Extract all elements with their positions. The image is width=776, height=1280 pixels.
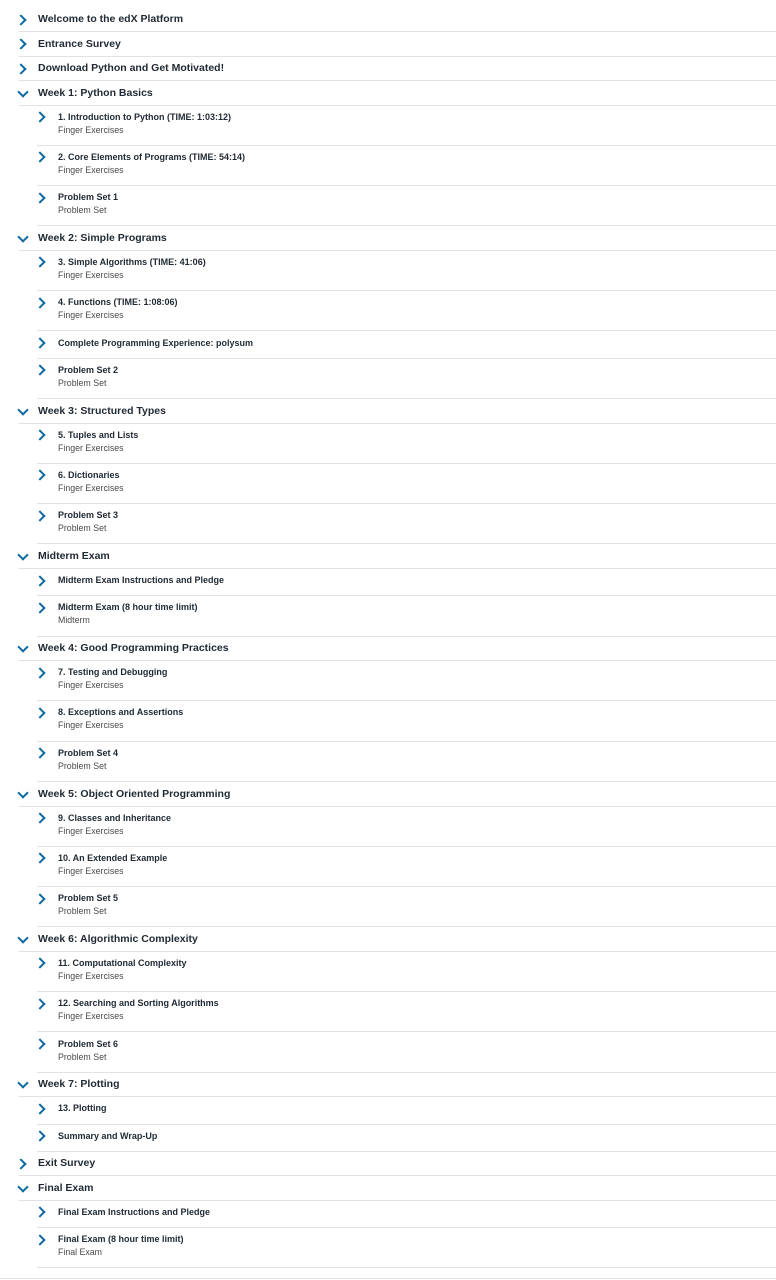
section-header[interactable] xyxy=(19,226,776,251)
subsection-title[interactable]: Summary and Wrap-Up xyxy=(58,1130,158,1141)
section-title[interactable]: Exit Survey xyxy=(38,1157,96,1170)
chevron-right-icon[interactable] xyxy=(34,365,45,376)
subsection-type-label: Finger Exercises xyxy=(58,482,124,493)
subsection-item[interactable] xyxy=(37,807,776,847)
subsection-title[interactable]: 12. Searching and Sorting Algorithms xyxy=(58,998,219,1009)
chevron-right-icon[interactable] xyxy=(34,1103,45,1114)
subsection-title[interactable]: 3. Simple Algorithms (TIME: 41:06) xyxy=(58,256,206,267)
subsection-item[interactable] xyxy=(37,887,776,927)
subsection-title[interactable]: 9. Classes and Inheritance xyxy=(58,812,172,823)
section-title[interactable]: Week 6: Algorithmic Complexity xyxy=(38,932,198,945)
chevron-right-icon[interactable] xyxy=(34,667,45,678)
subsection-type-label: Finger Exercises xyxy=(58,1011,124,1022)
chevron-right-icon[interactable] xyxy=(34,1038,45,1049)
chevron-right-icon[interactable] xyxy=(34,337,45,348)
chevron-down-icon[interactable] xyxy=(17,932,28,943)
subsection-item[interactable] xyxy=(37,1033,776,1073)
section-header[interactable] xyxy=(19,57,776,82)
subsection-title[interactable]: 2. Core Elements of Programs (TIME: 54:14) xyxy=(58,151,246,162)
subsection-item[interactable] xyxy=(37,952,776,992)
section-header[interactable] xyxy=(19,32,776,57)
subsection-item[interactable] xyxy=(37,1125,776,1152)
section-title[interactable]: Week 5: Object Oriented Programming xyxy=(38,787,231,800)
subsection-type-label: Problem Set xyxy=(58,205,107,216)
subsection-title[interactable]: 7. Testing and Debugging xyxy=(58,667,168,678)
subsection-title[interactable]: 4. Functions (TIME: 1:08:06) xyxy=(58,297,178,308)
chevron-right-icon[interactable] xyxy=(15,63,26,74)
chevron-right-icon[interactable] xyxy=(15,14,26,25)
subsection-title[interactable]: 5. Tuples and Lists xyxy=(58,429,139,440)
section-title[interactable]: Week 3: Structured Types xyxy=(38,404,166,417)
subsection-item[interactable] xyxy=(37,359,776,399)
subsection-title[interactable]: Final Exam Instructions and Pledge xyxy=(58,1206,211,1217)
section-header[interactable] xyxy=(19,637,776,662)
chevron-right-icon[interactable] xyxy=(34,1130,45,1141)
chevron-right-icon[interactable] xyxy=(34,812,45,823)
subsection-type-label: Problem Set xyxy=(58,377,107,388)
chevron-right-icon[interactable] xyxy=(34,111,45,122)
section-title[interactable]: Midterm Exam xyxy=(38,550,110,562)
subsection-type-label: Finger Exercises xyxy=(58,124,124,135)
section-title[interactable]: Final Exam xyxy=(38,1181,94,1194)
section-header[interactable] xyxy=(19,399,776,424)
subsection-title[interactable]: Problem Set 4 xyxy=(58,747,119,758)
chevron-right-icon[interactable] xyxy=(34,470,45,481)
section-title[interactable]: Week 4: Good Programming Practices xyxy=(38,642,229,655)
chevron-down-icon[interactable] xyxy=(17,231,28,242)
subsection-item[interactable] xyxy=(37,661,776,701)
chevron-right-icon[interactable] xyxy=(15,1158,26,1169)
subsection-type-label: Finger Exercises xyxy=(58,680,124,691)
subsection-item[interactable] xyxy=(37,251,776,291)
subsection-item[interactable] xyxy=(37,332,776,359)
subsection-item[interactable] xyxy=(37,1228,776,1268)
chevron-right-icon[interactable] xyxy=(34,998,45,1009)
subsection-title[interactable]: 1. Introduction to Python (TIME: 1:03:12) xyxy=(58,111,231,122)
subsection-title[interactable]: Problem Set 6 xyxy=(58,1038,119,1049)
subsection-type-label: Problem Set xyxy=(58,906,107,917)
section-title[interactable]: Entrance Survey xyxy=(38,37,121,50)
subsection-item[interactable] xyxy=(37,464,776,504)
subsection-item[interactable] xyxy=(37,106,776,146)
chevron-right-icon[interactable] xyxy=(34,853,45,864)
chevron-down-icon[interactable] xyxy=(17,1181,28,1192)
subsection-type-label: Finger Exercises xyxy=(58,720,124,731)
chevron-right-icon[interactable] xyxy=(34,429,45,440)
subsection-title[interactable]: 8. Exceptions and Assertions xyxy=(58,707,184,718)
chevron-down-icon[interactable] xyxy=(17,404,28,415)
subsection-item[interactable] xyxy=(37,992,776,1032)
section-header[interactable] xyxy=(19,81,776,106)
subsection-type-label: Finger Exercises xyxy=(58,865,124,876)
section-title[interactable]: Download Python and Get Motivated! xyxy=(38,62,225,74)
subsection-type-label: Finger Exercises xyxy=(58,269,124,280)
subsection-item[interactable] xyxy=(37,291,776,331)
subsection-item[interactable] xyxy=(37,424,776,464)
subsection-item[interactable] xyxy=(37,742,776,782)
chevron-down-icon[interactable] xyxy=(17,641,28,652)
subsection-title[interactable]: Problem Set 1 xyxy=(58,192,119,203)
chevron-down-icon[interactable] xyxy=(17,86,28,97)
subsection-title[interactable]: Midterm Exam Instructions and Pledge xyxy=(58,575,225,585)
chevron-down-icon[interactable] xyxy=(17,1078,28,1089)
section-header[interactable] xyxy=(19,545,776,570)
subsection-item[interactable] xyxy=(37,186,776,226)
chevron-down-icon[interactable] xyxy=(17,549,28,560)
subsection-title[interactable]: 11. Computational Complexity xyxy=(58,957,187,968)
chevron-right-icon[interactable] xyxy=(34,297,45,308)
subsection-item[interactable] xyxy=(37,504,776,544)
subsection-item[interactable] xyxy=(37,1201,776,1228)
divider xyxy=(0,1278,776,1279)
subsection-type-label: Final Exam xyxy=(58,1247,102,1258)
subsection-item[interactable] xyxy=(37,701,776,741)
subsection-type-label: Problem Set xyxy=(58,1051,107,1062)
subsection-title[interactable]: Midterm Exam (8 hour time limit) xyxy=(58,602,198,613)
subsection-type-label: Finger Exercises xyxy=(58,442,124,453)
subsection-type-label: Finger Exercises xyxy=(58,825,124,836)
section-header[interactable] xyxy=(19,1073,776,1098)
subsection-title[interactable]: 13. Plotting xyxy=(58,1103,107,1114)
section-header[interactable] xyxy=(19,1176,776,1201)
subsection-title[interactable]: Problem Set 2 xyxy=(58,364,119,375)
subsection-item[interactable] xyxy=(37,847,776,887)
subsection-title[interactable]: Final Exam (8 hour time limit) xyxy=(58,1234,184,1245)
subsection-title[interactable]: Problem Set 5 xyxy=(58,893,119,904)
subsection-title[interactable]: Complete Programming Experience: polysum xyxy=(58,337,254,348)
section-header[interactable] xyxy=(19,8,776,33)
chevron-right-icon[interactable] xyxy=(34,152,45,163)
chevron-right-icon[interactable] xyxy=(34,707,45,718)
chevron-right-icon[interactable] xyxy=(34,1207,45,1218)
subsection-type-label: Problem Set xyxy=(58,760,107,771)
chevron-right-icon[interactable] xyxy=(15,38,26,49)
subsection-title[interactable]: Problem Set 3 xyxy=(58,510,119,521)
subsection-type-label: Finger Exercises xyxy=(58,970,124,981)
subsection-title[interactable]: 6. Dictionaries xyxy=(58,469,120,480)
section-header[interactable] xyxy=(19,927,776,952)
chevron-right-icon[interactable] xyxy=(34,257,45,268)
section-title[interactable]: Week 2: Simple Programs xyxy=(38,231,167,244)
subsection-item[interactable] xyxy=(37,569,776,596)
section-header[interactable] xyxy=(19,1152,776,1177)
subsection-item[interactable] xyxy=(37,146,776,186)
subsection-title[interactable]: 10. An Extended Example xyxy=(58,852,168,863)
chevron-down-icon[interactable] xyxy=(17,787,28,798)
section-title[interactable]: Week 1: Python Basics xyxy=(38,86,153,99)
subsection-type-label: Finger Exercises xyxy=(58,164,124,175)
section-header[interactable] xyxy=(19,782,776,807)
section-title[interactable]: Welcome to the edX Platform xyxy=(38,13,184,25)
chevron-right-icon[interactable] xyxy=(34,192,45,203)
chevron-right-icon[interactable] xyxy=(34,748,45,759)
subsection-type-label: Midterm xyxy=(58,615,90,626)
chevron-right-icon[interactable] xyxy=(34,510,45,521)
chevron-right-icon[interactable] xyxy=(34,1234,45,1245)
section-title[interactable]: Week 7: Plotting xyxy=(38,1078,120,1091)
subsection-item[interactable] xyxy=(37,1097,776,1124)
subsection-item[interactable] xyxy=(37,596,776,636)
chevron-right-icon[interactable] xyxy=(34,958,45,969)
chevron-right-icon[interactable] xyxy=(34,575,45,586)
chevron-right-icon[interactable] xyxy=(34,893,45,904)
chevron-right-icon[interactable] xyxy=(34,602,45,613)
subsection-type-label: Problem Set xyxy=(58,523,107,534)
subsection-type-label: Finger Exercises xyxy=(58,310,124,321)
